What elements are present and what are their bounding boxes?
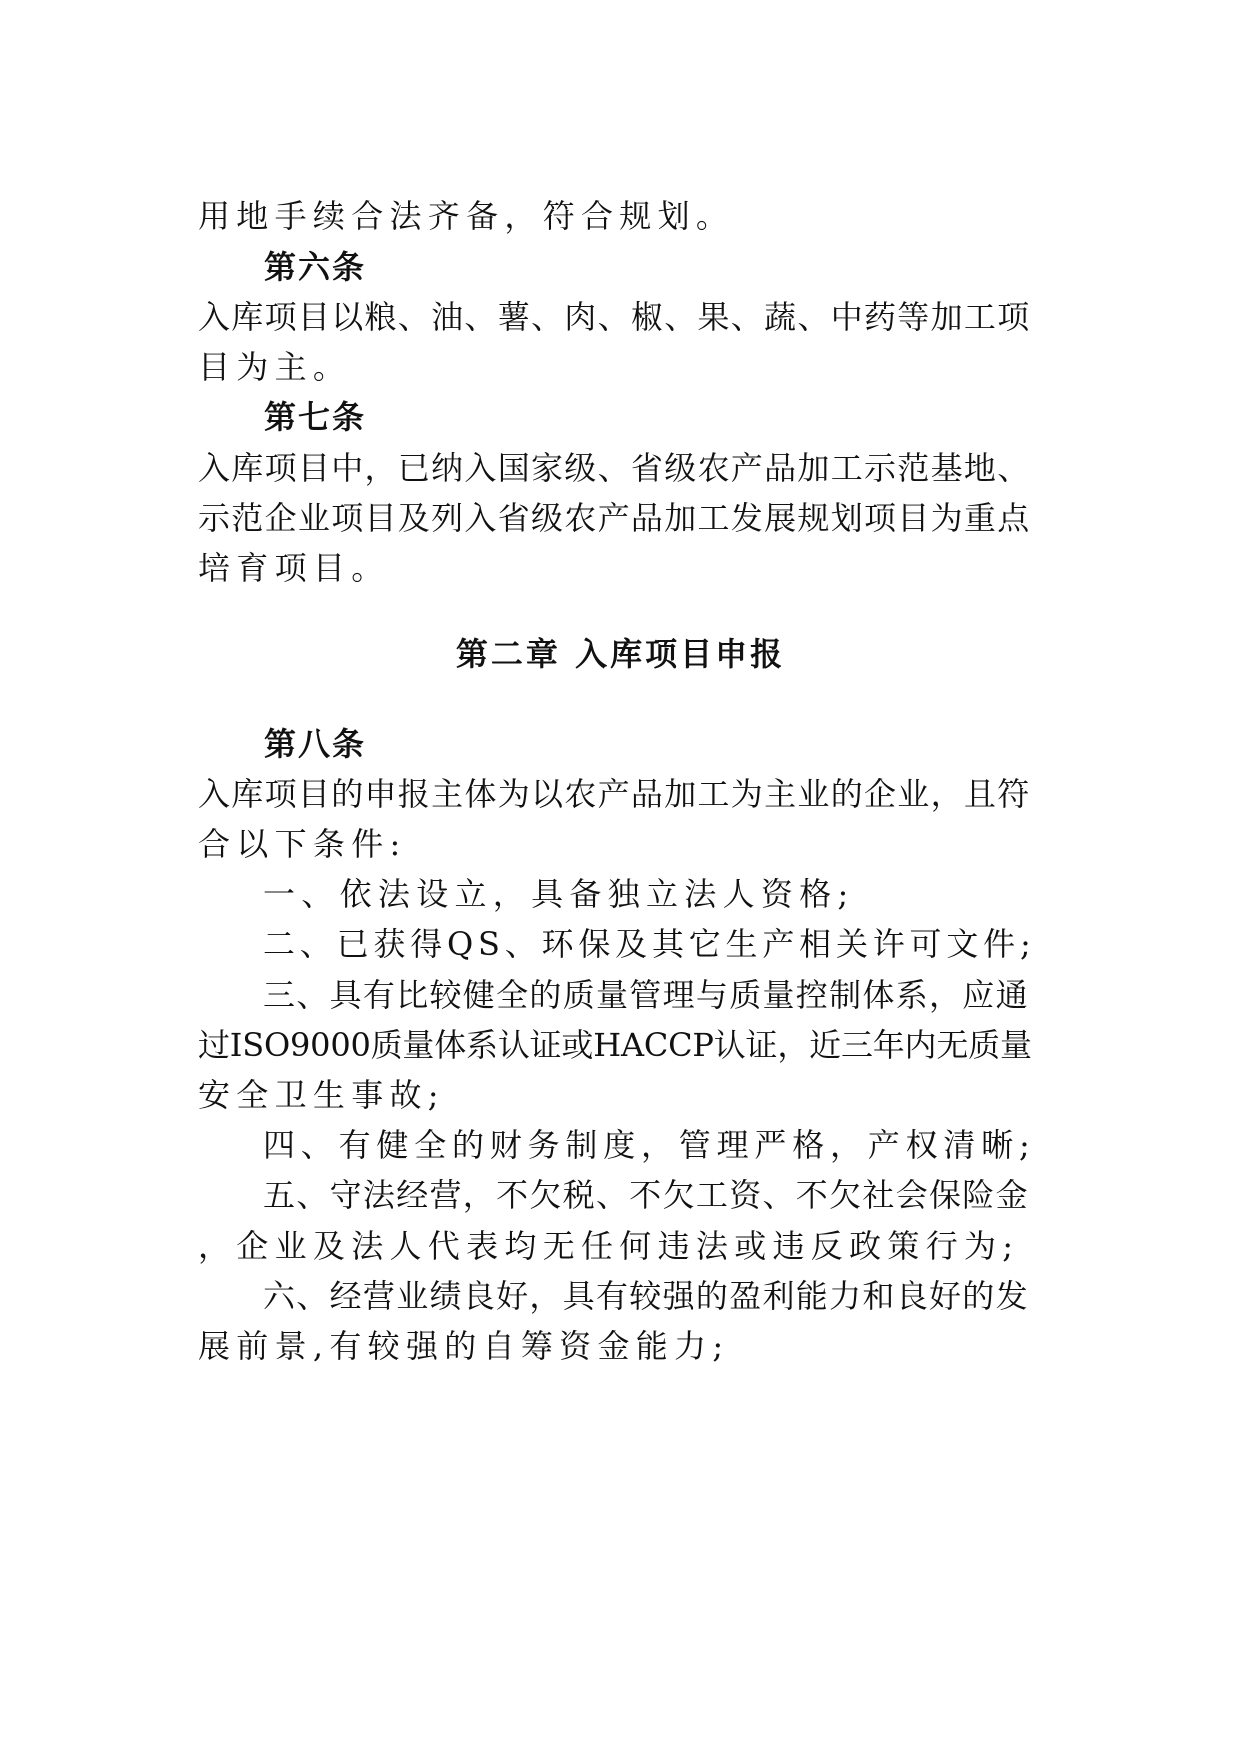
list-item: 五、守法经营，不欠税、不欠工资、不欠社会保险金 (263, 1176, 1029, 1214)
paragraph-line: 入库项目的申报主体为以农产品加工为主业的企业，且符 (198, 775, 1031, 813)
chapter-title: 第二章 入库项目申报 (455, 635, 786, 673)
paragraph-line: ，企业及法人代表均无任何违法或违反政策行为; (198, 1227, 1020, 1265)
paragraph-line: 培育项目。 (198, 549, 390, 587)
paragraph-line: 合以下条件: (198, 825, 407, 863)
paragraph-line: 用地手续合法齐备，符合规划。 (198, 197, 735, 235)
article-heading: 第六条 (264, 248, 367, 286)
paragraph-line: 入库项目以粮、油、薯、肉、椒、果、蔬、中药等加工项 (198, 298, 1031, 336)
list-item: 三、具有比较健全的质量管理与质量控制体系，应通 (263, 976, 1029, 1014)
paragraph-line: 示范企业项目及列入省级农产品加工发展规划项目为重点 (198, 499, 1031, 537)
article-heading: 第七条 (264, 398, 367, 436)
paragraph-line: 过ISO9000质量体系认证或HACCP认证，近三年内无质量 (198, 1026, 1032, 1064)
list-item: 四、有健全的财务制度，管理严格，产权清晰; (263, 1126, 1036, 1164)
paragraph-line: 展前景,有较强的自筹资金能力; (198, 1327, 730, 1365)
list-item: 六、经营业绩良好，具有较强的盈利能力和良好的发 (263, 1277, 1029, 1315)
list-item: 一、依法设立，具备独立法人资格; (263, 875, 855, 913)
paragraph-line: 安全卫生事故; (198, 1076, 445, 1114)
paragraph-line: 入库项目中，已纳入国家级、省级农产品加工示范基地、 (198, 449, 1031, 487)
paragraph-line: 目为主。 (198, 348, 352, 386)
article-heading: 第八条 (264, 725, 367, 763)
list-item: 二、已获得QS、环保及其它生产相关许可文件; (263, 925, 1036, 963)
